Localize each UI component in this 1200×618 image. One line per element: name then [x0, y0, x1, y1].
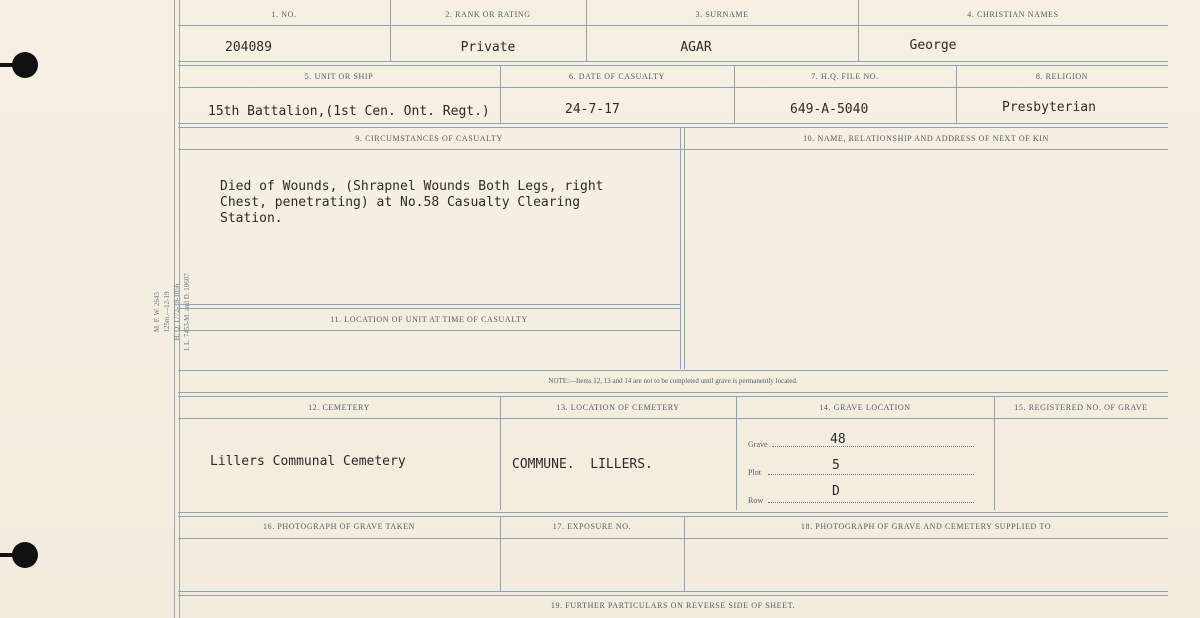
circumstances-text [220, 179, 604, 227]
service-number: 204089 [225, 40, 272, 55]
form-print-code [152, 273, 192, 351]
print-code-line: I. L. 7453-M. and D. 10607 [183, 273, 191, 351]
grave-number: 48 [830, 432, 846, 447]
unit-value: 15th Battalion,(1st Cen. Ont. Regt.) [208, 104, 490, 119]
cemetery-location-value: COMMUNE. LILLERS. [512, 457, 653, 472]
registered-no-label: 15. REGISTERED NO. OF GRAVE [1014, 403, 1148, 412]
photo-supplied-label: 18. PHOTOGRAPH OF GRAVE AND CEMETERY SUPPLIED TO [800, 522, 1052, 531]
print-code-line: H. Q. 1772-39-1056 [173, 283, 181, 341]
plot-number: 5 [832, 458, 840, 473]
print-code-line: M. F. W. 2643 [153, 292, 161, 332]
circumstances-line: Station. [220, 211, 283, 226]
location-of-unit-label: 11. LOCATION OF UNIT AT TIME OF CASUALTY [330, 315, 528, 324]
date-value: 24-7-17 [565, 102, 620, 117]
circumstances-label: 9. CIRCUMSTANCES OF CASUALTY [355, 134, 503, 143]
surname-value: AGAR [680, 40, 712, 55]
date-label: 6. DATE OF CASUALTY [568, 72, 665, 81]
file-no-value: 649-A-5040 [790, 102, 869, 117]
religion-label: 8. RELIGION [1035, 72, 1089, 81]
no-label: 1. NO. [271, 10, 297, 19]
file-no-label: 7. H.Q. FILE NO. [811, 72, 879, 81]
circumstances-line: Chest, penetrating) at No.58 Casualty Clearing [220, 195, 581, 210]
punch-hole-top [12, 52, 38, 78]
christian-names-value: George [909, 38, 957, 53]
row-field-label: Row [748, 496, 764, 505]
grave-location-label: 14. GRAVE LOCATION [819, 403, 911, 412]
rank-value: Private [460, 40, 516, 55]
religion-value: Presbyterian [1002, 100, 1096, 115]
cemetery-location-label: 13. LOCATION OF CEMETERY [556, 403, 680, 412]
circumstances-line: Died of Wounds, (Shrapnel Wounds Both Legs, right [220, 179, 604, 194]
rank-label: 2. RANK OR RATING [445, 10, 531, 19]
cemetery-label: 12. CEMETERY [308, 403, 370, 412]
grave-field-label: Grave [748, 440, 768, 449]
note-text: NOTE:—Items 12, 13 and 14 are not to be completed until grave is permanently located. [548, 377, 798, 385]
row-letter: D [832, 484, 840, 499]
christian-names-label: 4. CHRISTIAN NAMES [967, 10, 1059, 19]
exposure-label: 17. EXPOSURE NO. [552, 522, 632, 531]
cemetery-value: Lillers Communal Cemetery [210, 454, 406, 469]
punch-hole-bottom [12, 542, 38, 568]
unit-label: 5. UNIT OR SHIP [304, 72, 374, 81]
plot-field-label: Plot [748, 468, 761, 477]
further-particulars-label: 19. FURTHER PARTICULARS ON REVERSE SIDE OF SHEET. [550, 601, 796, 610]
next-of-kin-label: 10. NAME, RELATIONSHIP AND ADDRESS OF NEXT OF KIN [803, 134, 1049, 143]
print-code-line: 125m.—12-19 [163, 291, 171, 333]
photo-taken-label: 16. PHOTOGRAPH OF GRAVE TAKEN [262, 522, 416, 531]
surname-label: 3. SURNAME [695, 10, 749, 19]
